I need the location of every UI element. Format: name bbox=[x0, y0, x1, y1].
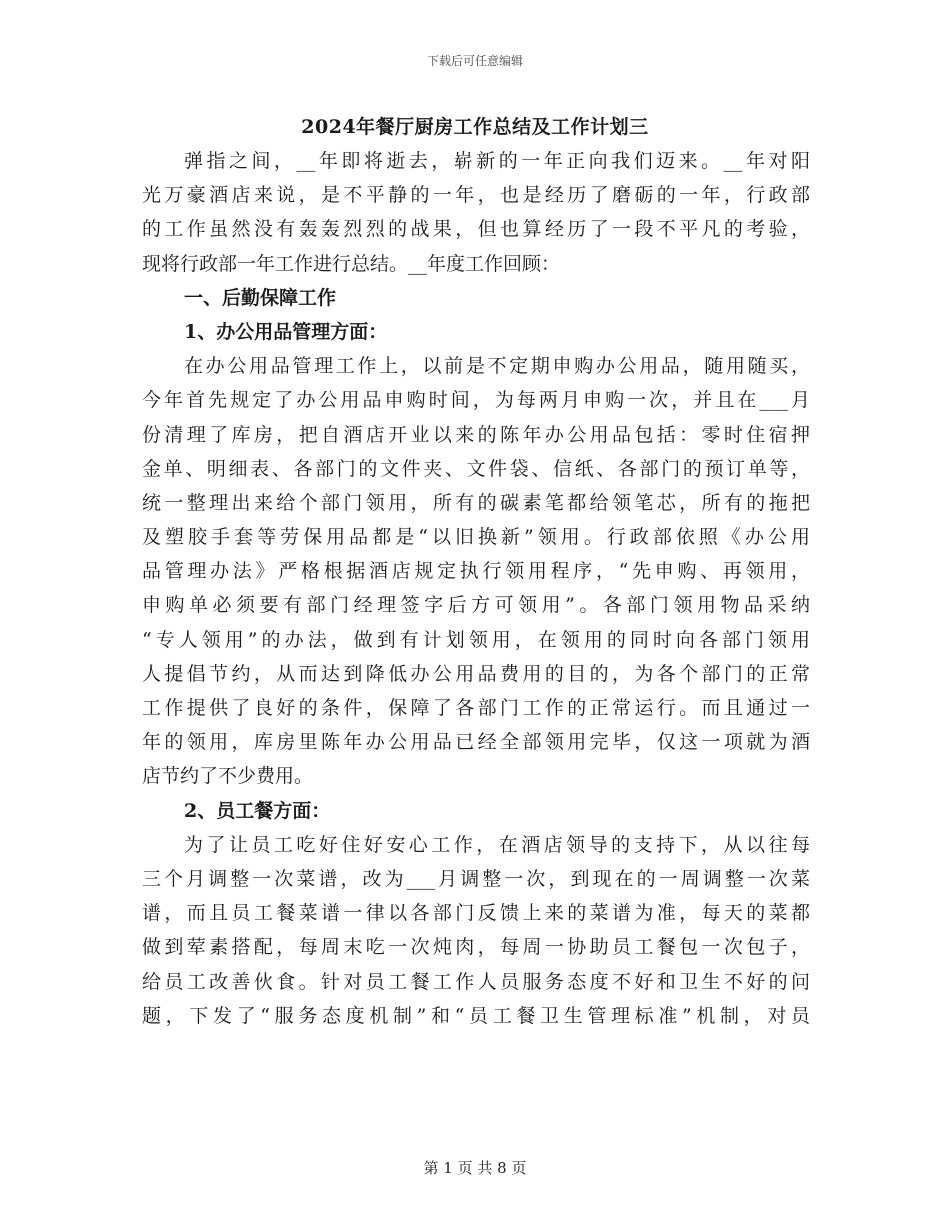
document-body bbox=[142, 144, 810, 1033]
paragraph-line: “专人领用”的办法，做到有计划领用，在领用的同时向各部门领用 bbox=[142, 628, 810, 651]
header-note: 下载后可任意编辑 bbox=[426, 54, 523, 68]
document-title: 2024年餐厅厨房工作总结及工作计划三 bbox=[301, 116, 649, 138]
paragraph-line: 的工作虽然没有轰轰烈烈的战果，但也算经历了一段不平凡的考验， bbox=[142, 218, 810, 241]
paragraph-line: 给员工改善伙食。针对员工餐工作人员服务态度不好和卫生不好的问 bbox=[142, 970, 810, 993]
paragraph-line: 题，下发了“服务态度机制”和“员工餐卫生管理标准”机制，对员 bbox=[142, 1004, 810, 1027]
paragraph-line: 店节约了不少费用。 bbox=[142, 765, 314, 788]
paragraph-line: 统一整理出来给个部门领用，所有的碳素笔都给领笔芯，所有的拖把 bbox=[142, 491, 810, 514]
section-heading: 2、员工餐方面： bbox=[184, 799, 331, 822]
paragraph-line: 弹指之间，__年即将逝去，崭新的一年正向我们迈来。__年对阳 bbox=[184, 150, 810, 172]
paragraph-line: 人提倡节约，从而达到降低办公用品费用的目的，为各个部门的正常 bbox=[142, 662, 810, 685]
paragraph-line: 申购单必须要有部门经理签字后方可领用”。各部门领用物品采纳 bbox=[142, 594, 810, 617]
paragraph-line: 谱，而且员工餐菜谱一律以各部门反馈上来的菜谱为准，每天的菜都 bbox=[142, 902, 810, 925]
paragraph-line: 在办公用品管理工作上，以前是不定期申购办公用品，随用随买， bbox=[184, 355, 810, 378]
paragraph-line: 年的领用，库房里陈年办公用品已经全部领用完毕，仅这一项就为酒 bbox=[142, 731, 810, 754]
paragraph-line: 现将行政部一年工作进行总结。__年度工作回顾： bbox=[142, 252, 561, 275]
section-heading: 1、办公用品管理方面： bbox=[184, 320, 388, 343]
paragraph-line: 做到荤素搭配，每周末吃一次炖肉，每周一协助员工餐包一次包子， bbox=[142, 936, 810, 959]
paragraph-line: 三个月调整一次菜谱，改为___月调整一次，到现在的一周调整一次菜 bbox=[142, 867, 810, 890]
paragraph-line: 今年首先规定了办公用品申购时间，为每两月申购一次，并且在___月 bbox=[142, 389, 810, 412]
paragraph-line: 品管理办法》严格根据酒店规定执行领用程序，“先申购、再领用， bbox=[142, 560, 810, 583]
paragraph-line: 金单、明细表、各部门的文件夹、文件袋、信纸、各部门的预订单等， bbox=[142, 457, 810, 480]
section-heading: 一、后勤保障工作 bbox=[184, 286, 337, 309]
paragraph-line: 及塑胶手套等劳保用品都是“以旧换新”领用。行政部依照《办公用 bbox=[142, 526, 810, 549]
paragraph-line: 工作提供了良好的条件，保障了各部门工作的正常运行。而且通过一 bbox=[142, 697, 810, 719]
paragraph-line: 为了让员工吃好住好安心工作，在酒店领导的支持下，从以往每 bbox=[184, 833, 810, 856]
paragraph-line: 份清理了库房，把自酒店开业以来的陈年办公用品包括：零时住宿押 bbox=[142, 423, 810, 446]
page-footer: 第 1 页 共 8 页 bbox=[423, 1159, 527, 1177]
paragraph-line: 光万豪酒店来说，是不平静的一年，也是经历了磨砺的一年，行政部 bbox=[142, 184, 810, 207]
